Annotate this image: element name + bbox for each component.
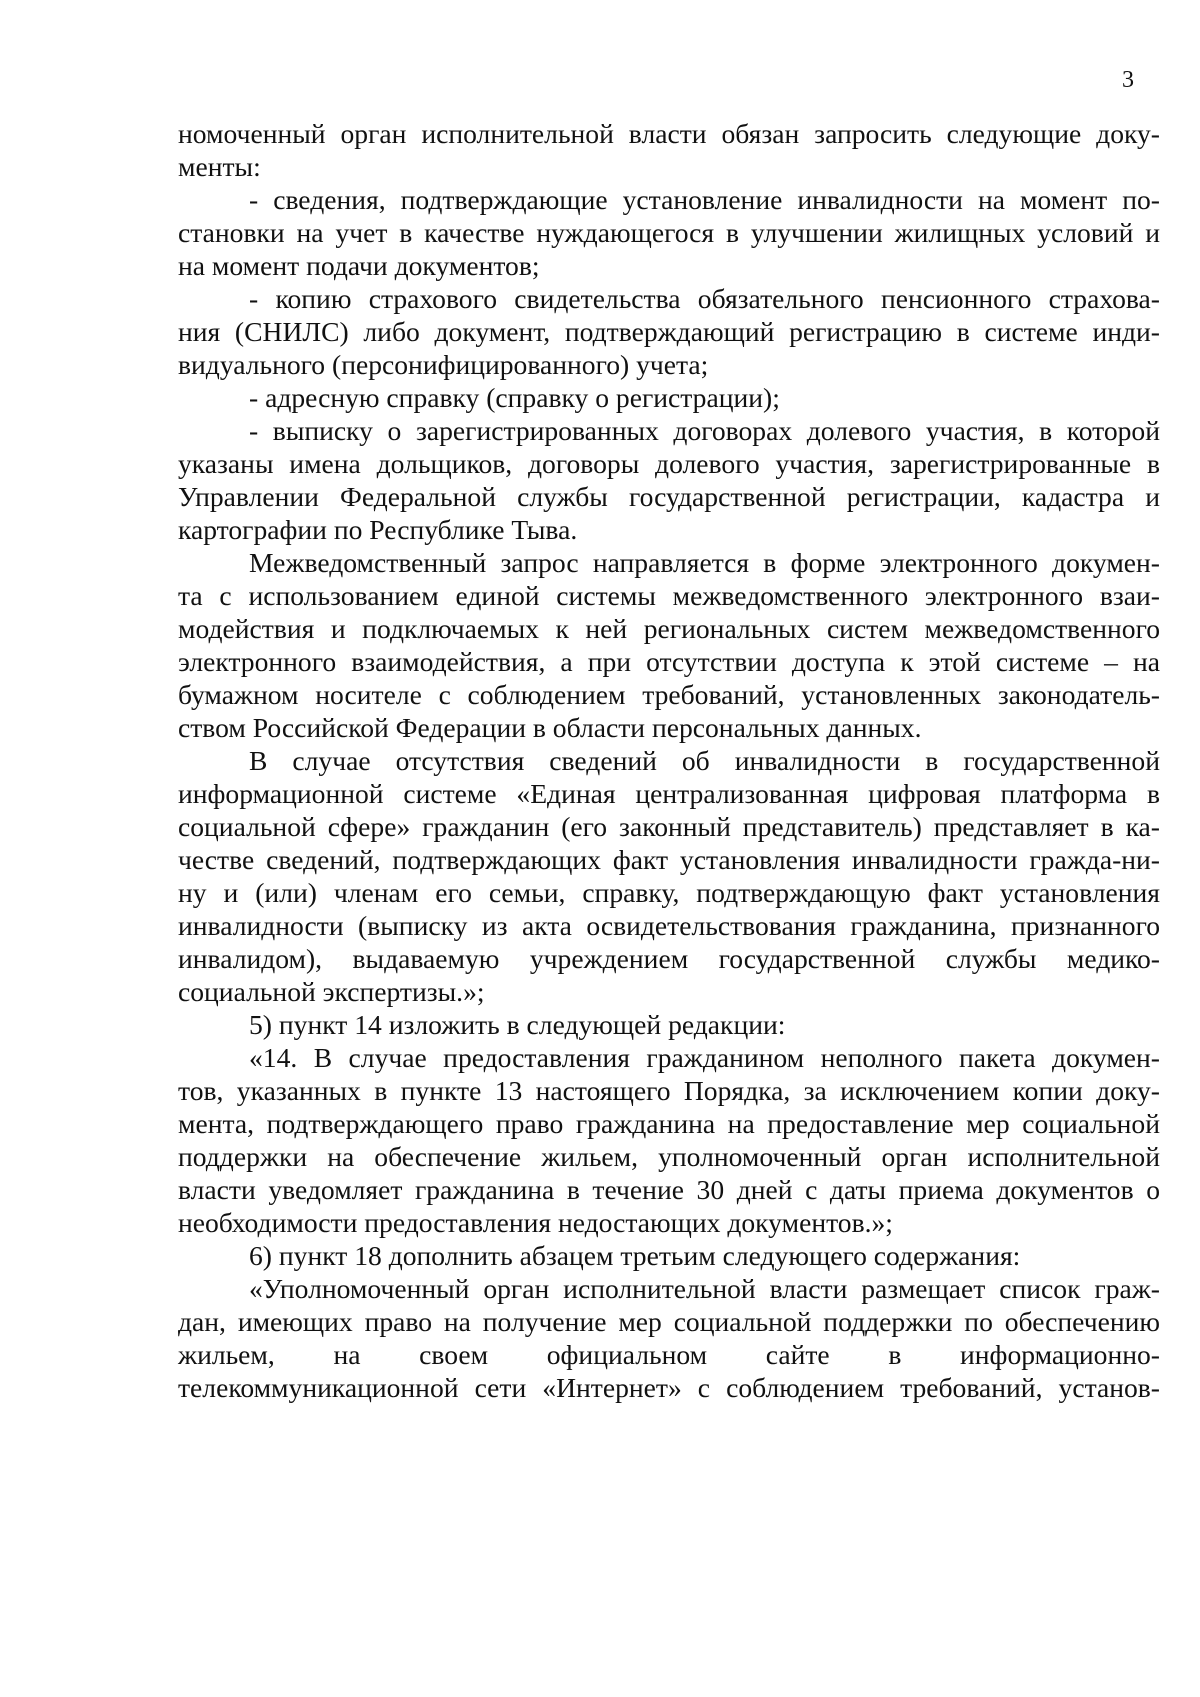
- text-line: - копию страхового свидетельства обязательного пенсионного страхова-: [249, 283, 1160, 314]
- text-line: Управлении Федеральной службы государственной регистрации, кадастра и: [178, 481, 1160, 512]
- text-line: номоченный орган исполнительной власти обязан запросить следующие доку-: [178, 118, 1160, 149]
- text-line: телекоммуникационной сети «Интернет» с соблюдением требований, установ-: [178, 1372, 1160, 1403]
- text-line: социальной экспертизы.»;: [178, 976, 485, 1007]
- text-line: ния (СНИЛС) либо документ, подтверждающий регистрацию в системе инди-: [178, 316, 1160, 347]
- text-line: - выписку о зарегистрированных договорах долевого участия, в которой: [249, 415, 1160, 446]
- text-line: социальной сфере» гражданин (его законный представитель) представляет в ка-: [178, 811, 1160, 842]
- text-line: «Уполномоченный орган исполнительной власти размещает список граж-: [249, 1273, 1160, 1304]
- text-line: - сведения, подтверждающие установление инвалидности на момент по-: [249, 184, 1160, 215]
- text-line: становки на учет в качестве нуждающегося в улучшении жилищных условий и: [178, 217, 1160, 248]
- text-line: видуального (персонифицированного) учета;: [178, 349, 709, 380]
- text-line: на момент подачи документов;: [178, 250, 540, 281]
- text-line: информационной системе «Единая централизованная цифровая платформа в: [178, 778, 1160, 809]
- text-line: поддержки на обеспечение жильем, уполномоченный орган исполнительной: [178, 1141, 1160, 1172]
- text-line: - адресную справку (справку о регистрации);: [249, 382, 780, 413]
- text-line: ну и (или) членам его семьи, справку, подтверждающую факт установления: [178, 877, 1160, 908]
- text-line: В случае отсутствия сведений об инвалидности в государственной: [249, 745, 1160, 776]
- text-line: 6) пункт 18 дополнить абзацем третьим следующего содержания:: [249, 1240, 1021, 1271]
- text-line: Межведомственный запрос направляется в форме электронного докумен-: [249, 547, 1160, 578]
- text-line: бумажном носителе с соблюдением требований, установленных законодатель-: [178, 679, 1160, 710]
- text-line: указаны имена дольщиков, договоры долевого участия, зарегистрированные в: [178, 448, 1160, 479]
- text-line: мента, подтверждающего право гражданина на предоставление мер социальной: [178, 1108, 1160, 1139]
- text-line: та с использованием единой системы межведомственного электронного взаи-: [178, 580, 1160, 611]
- text-line: ством Российской Федерации в области персональных данных.: [178, 712, 922, 743]
- text-line: жильем, на своем официальном сайте в информационно-: [178, 1339, 1160, 1370]
- text-line: инвалидом), выдаваемую учреждением государственной службы медико-: [178, 943, 1160, 974]
- text-line: инвалидности (выписку из акта освидетельствования гражданина, признанного: [178, 910, 1160, 941]
- text-line: картографии по Республике Тыва.: [178, 514, 578, 545]
- text-line: менты:: [178, 151, 261, 182]
- text-line: электронного взаимодействия, а при отсутствии доступа к этой системе – на: [178, 646, 1160, 677]
- text-line: модействия и подключаемых к ней региональных систем межведомственного: [178, 613, 1160, 644]
- text-line: дан, имеющих право на получение мер социальной поддержки по обеспечению: [178, 1306, 1160, 1337]
- text-line: тов, указанных в пункте 13 настоящего Порядка, за исключением копии доку-: [178, 1075, 1160, 1106]
- text-line: власти уведомляет гражданина в течение 30 дней с даты приема документов о: [178, 1174, 1160, 1205]
- document-body: [178, 117, 1160, 1404]
- text-line: необходимости предоставления недостающих документов.»;: [178, 1207, 893, 1238]
- text-line: 5) пункт 14 изложить в следующей редакции:: [249, 1009, 786, 1040]
- text-line: честве сведений, подтверждающих факт установления инвалидности гражда-ни-: [178, 844, 1160, 875]
- text-line: «14. В случае предоставления гражданином неполного пакета докумен-: [249, 1042, 1160, 1073]
- page-number: 3: [1122, 67, 1134, 93]
